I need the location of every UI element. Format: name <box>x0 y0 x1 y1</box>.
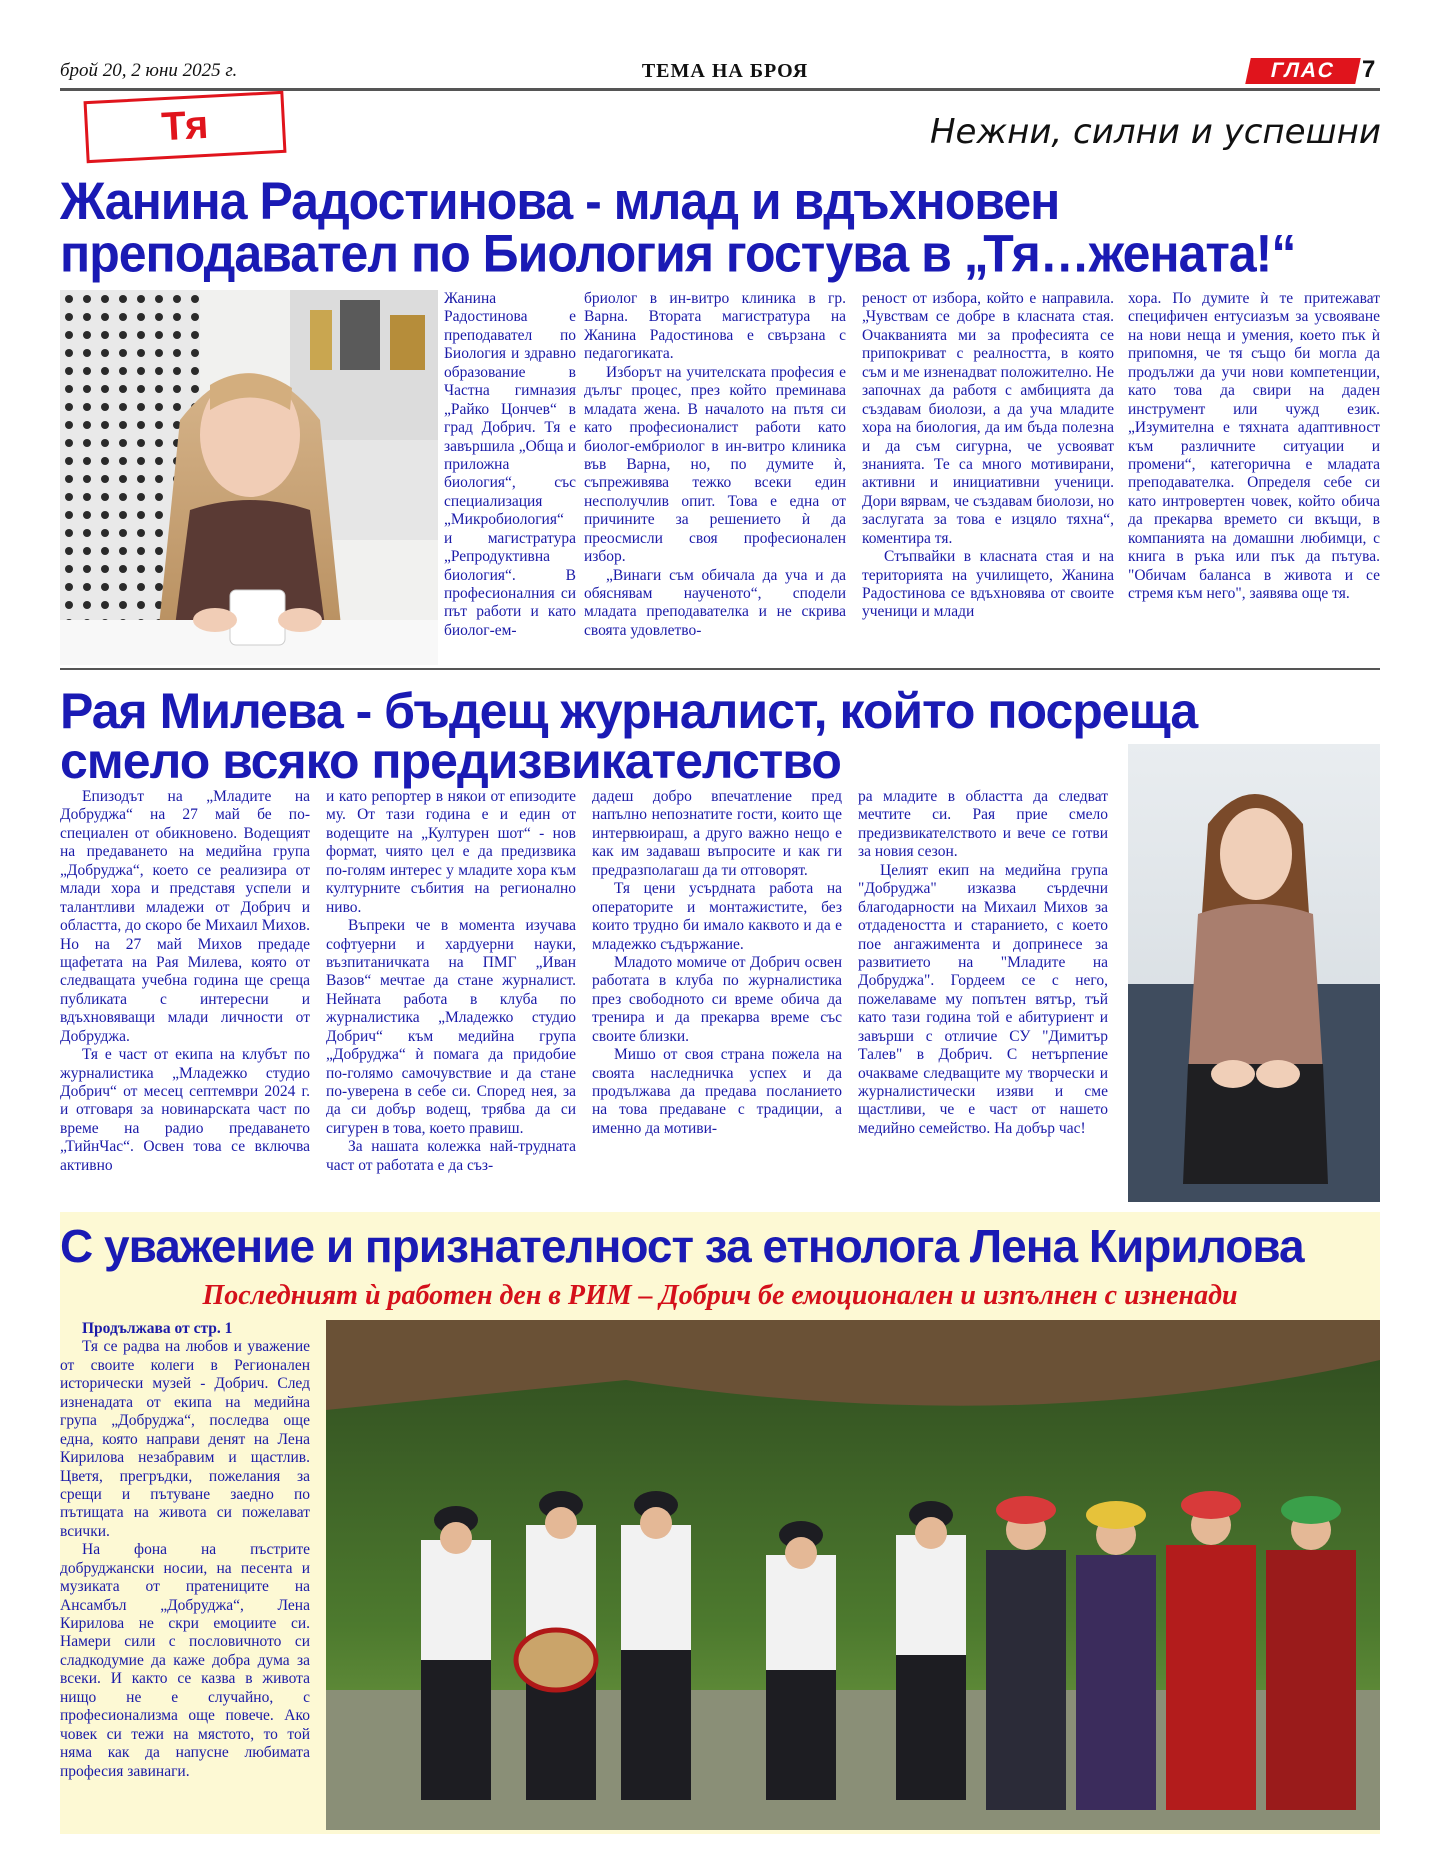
article1-col1 <box>444 290 576 665</box>
article2-col3-p3: Младото момиче от Добрич освен работата в клуба по журналистика през свободното си време обича да тренира и да прекарва време със своите близки. <box>592 953 842 1045</box>
article1-col2 <box>584 290 846 665</box>
photo-ensemble <box>326 1320 1380 1830</box>
article2-col3 <box>592 788 842 1202</box>
article-divider <box>60 668 1380 670</box>
article2-headline <box>60 683 1198 789</box>
article1-col3-p1: реност от избора, който е направила. „Чувствам се добре в класната стая. Очакванията ми за професията се припокриват с реалността, в която съм и ме изненадват положително. Не започнах да работя с амбицията да създавам биолози, а да уча младите хора на биология, да им бъда полезна и да съм сигурна, че усвояват знанията. Те са много мотивирани, активни и инициативни ученици. Дори вярвам, че създавам биолози, но заслугата за това е изцяло тяхна“, коментира тя. <box>862 290 1114 547</box>
article1-col2-p3: „Винаги съм обичала да уча и да обяснявам наученото“, сподели младата преподавателка и не скрива своята удовлетво- <box>584 566 846 639</box>
article1-col1-text: Жанина Радостинова е преподавател по Биология и здравно образование в Частна гимназия „Райко Цончев“ в град Добрич. Тя е завършила „Обща и приложна биология“, със специализация „Микробиология“ и магистратура „Репродуктивна биология“. В професионалния си път работи и като биолог-ем- <box>444 290 576 639</box>
article3-p1: Тя се радва на любов и уважение от своите колеги в Регионален исторически музей - Добрич. След изненадата от екипа на медийна група „Добруджа“, последва още една, която направи денят на Лена Кирилова незабравим и щастлив. Цветя, прегръдки, пожелания за срещи и пътуване заедно по пътищата на живота си пожелават всички. <box>60 1338 310 1540</box>
article1-headline-line1: Жанина Радостинова - млад и вдъхновен <box>60 171 1060 231</box>
article1-col3 <box>862 290 1114 665</box>
continued-from-label: Продължава от стр. 1 <box>82 1320 233 1337</box>
article2-col3-p2: Тя цени усърдната работа на операторите и монтажистите, без които трудно би имало каквото и да е младежко съдържание. <box>592 880 842 953</box>
photo-ensemble-image <box>326 1320 1380 1830</box>
article2-col3-p4: Мишо от своя страна пожела на своята наследничка успех и да продължава да предава посланието на това предаване с традиции, а именно да мотиви- <box>592 1046 842 1137</box>
article2-col1-p2: Тя е част от екипа на клубът по журналистика „Младежко студио Добрич“ от месец септември 2024 г. и отговаря за новинарската част по време на радио предаването „ТийнЧас“. Освен това се включва активно <box>60 1046 310 1174</box>
article1-col4-text: хора. По думите ѝ те притежават специфичен ентусиазъм за усвояване на нови неща и умения, което пък ѝ припомня, че тя също би могла да продължи да учи нови компетенции, като това да свири на даден инструмент или чужд език. „Изумителна е тяхната адаптивност към различните ситуации и промени“, категорична е младата преподавателка. Определя себе си като интровертен човек, който обича да прекарва времето си вкъщи, в компанията на домашни любимци, с книга в ръка или пък да пътува. "Обичам баланса в живота и се стремя към него", заявява още тя. <box>1128 290 1380 602</box>
photo-raya-image <box>1128 744 1380 1202</box>
article1-col3-p2: Стъпвайки в класната стая и на територията на училището, Жанина Радостинова се вдъхновява от своите ученици и млади <box>862 548 1114 621</box>
photo-zhanina <box>60 290 438 665</box>
rubric-stamp: Тя <box>84 91 287 163</box>
article3-text <box>60 1320 310 1830</box>
article2-col3-p1: дадеш добро впечатление пред напълно непознатите гости, които ще интервюираш, а друго важно нещо е как им задаваш въпросите и как ги предразполагаш да ти отговорят. <box>592 788 842 879</box>
header-divider <box>60 88 1380 91</box>
section-title: ТЕМА НА БРОЯ <box>641 60 809 82</box>
article3-p2: На фона на пъстрите добруджански носии, на песента и музиката от пратениците на Ансамбъл „Добруджа“, Лена Кирилова не скри емоциите си. Намери сили с пословичното си сладкодумие да каже добра дума за всеки. И както се казва в живота нищо не е случайно, с професионализма още повече. Ако човек си тежи на мястото, то той няма как да напусне любимата професия завинаги. <box>60 1541 310 1780</box>
article3-subhead: Последният ѝ работен ден в РИМ – Добрич бе емоционален и изпълнен с изненади <box>202 1280 1238 1311</box>
newspaper-logo: ГЛАС <box>1245 58 1361 84</box>
photo-zhanina-image <box>60 290 438 665</box>
article2-col2-p1: и като репортер в някои от епизодите му. От тази година е и един от водещите на „Културен шот“ - нов формат, чиято цел е да предизвика по-голям интерес у младите хора към културните събития на регионално ниво. <box>326 788 576 916</box>
article2-col4 <box>858 788 1108 1202</box>
article3-headline: С уважение и признателност за етнолога Лена Кирилова <box>60 1220 1304 1272</box>
issue-date: брой 20, 2 юни 2025 г. <box>60 60 238 81</box>
article2-col2 <box>326 788 576 1202</box>
article1-col2-p1: бриолог в ин-витро клиника в гр. Варна. Втората магистратура на Жанина Радостинова е свързана с педагогиката. <box>584 290 846 363</box>
article2-col1 <box>60 788 310 1202</box>
article2-headline-line1: Рая Милева - бъдещ журналист, който посреща <box>60 683 1198 739</box>
page-number: 7 <box>1362 56 1376 83</box>
article2-col4-p2: Целият екип на медийна група "Добруджа" изказва сърдечни благодарности на Михаил Михов за отдадеността и старанието, с което пое ангажимента и допринесе за развитието на "Младите на Добруджа". Гордеем се с него, пожелаваме му попътен вятър, тъй като тази година той е абитуриент и завърши с отличие СУ "Димитър Талев" в Добрич. С нетърпение очакваме следващите му творчески и журналистически изяви и сме щастливи, че е част от нашето медийно семейство. На добър час! <box>858 861 1108 1137</box>
article1-col2-p2: Изборът на учителската професия е дълъг процес, през който преминава младата жена. В началото на пътя си като професионалист работи като биолог-ембриолог в ин-витро клиника във Варна, но, по думите ѝ, съпреживява тежко всеки един несполучлив опит. Това е една от причините за решението ѝ да преосмисли своя професионален избор. <box>584 363 846 566</box>
article2-col4-p1: ра младите в областта да следват мечтите си. Рая прие смело предизвикателството и вече се готви за новия сезон. <box>858 788 1108 861</box>
article1-headline <box>60 171 1296 284</box>
article2-headline-line2: смело всяко предизвикателство <box>60 733 841 789</box>
article1-col4 <box>1128 290 1380 665</box>
article2-col1-p1: Епизодът на „Младите на Добруджа“ на 27 май бе по-специален от обикновено. Водещият на предаването на медийна група „Добруджа“, което се реализира от млади хора и представя успели и талантливи младежи от Добрич и областта, до скоро бе Михаил Михов. Но на 27 май Михов предаде щафетата на Рая Милева, която от следващата учебна година ще среща публиката с интересни и вдъхновяващи млади личности от Добруджа. <box>60 788 310 1045</box>
article1-headline-line2: преподавател по Биология гостува в „Тя…жената!“ <box>60 224 1296 284</box>
rubric-title: Нежни, силни и успешни <box>929 112 1381 152</box>
article2-col2-p3: За нашата колежка най-трудната част от работата е да съз- <box>326 1138 576 1174</box>
photo-raya <box>1128 744 1380 1202</box>
article2-col2-p2: Въпреки че в момента изучава софтуерни и хардуерни науки, възпитаничката на ПМГ „Иван Вазов“ мечтае да стане журналист. Нейната работа в клуба по журналистика „Младежко студио Добрич“ към медийна група „Добруджа“ ѝ помага да придобие по-голямо самочувствие и да стане по-уверена в себе си. Според нея, за да си добър водещ, трябва да си сигурен в това, което правиш. <box>326 917 576 1137</box>
